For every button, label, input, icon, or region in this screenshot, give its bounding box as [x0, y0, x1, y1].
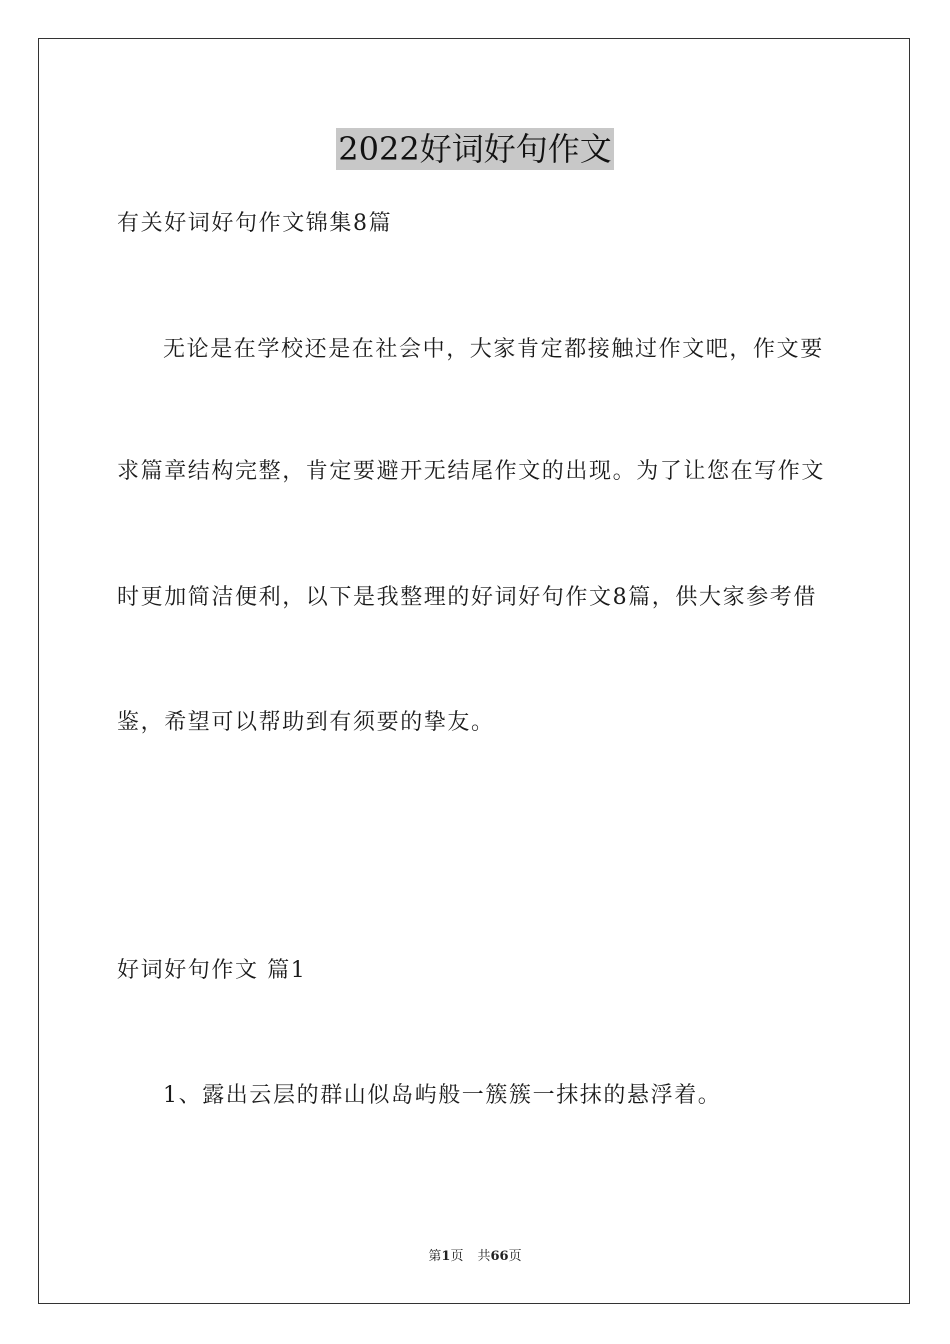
document-subtitle: 有关好词好句作文锦集8篇: [117, 211, 393, 236]
footer-page-total: 66: [490, 1249, 509, 1264]
intro-line-3: 时更加简洁便利，以下是我整理的好词好句作文8篇，供大家参考借: [117, 585, 817, 610]
intro-line-1: 无论是在学校还是在社会中，大家肯定都接触过作文吧，作文要: [163, 337, 824, 362]
footer-page-current: 1: [441, 1249, 451, 1264]
page-footer: [0, 1248, 950, 1266]
document-title-wrapper: [0, 128, 950, 170]
intro-line-4: 鉴，希望可以帮助到有须要的挚友。: [117, 710, 495, 735]
footer-total-prefix: 共: [477, 1249, 491, 1264]
footer-page-mid: 页: [450, 1249, 464, 1264]
footer-page-prefix: 第: [428, 1249, 442, 1264]
section-heading: 好词好句作文 篇1: [117, 958, 307, 983]
document-title: 2022好词好句作文: [338, 130, 612, 168]
footer-total-suffix: 页: [508, 1249, 522, 1264]
intro-line-2: 求篇章结构完整，肯定要避开无结尾作文的出现。为了让您在写作文: [117, 459, 826, 484]
list-item: 1、露出云层的群山似岛屿般一簇簇一抹抹的悬浮着。: [163, 1083, 722, 1108]
